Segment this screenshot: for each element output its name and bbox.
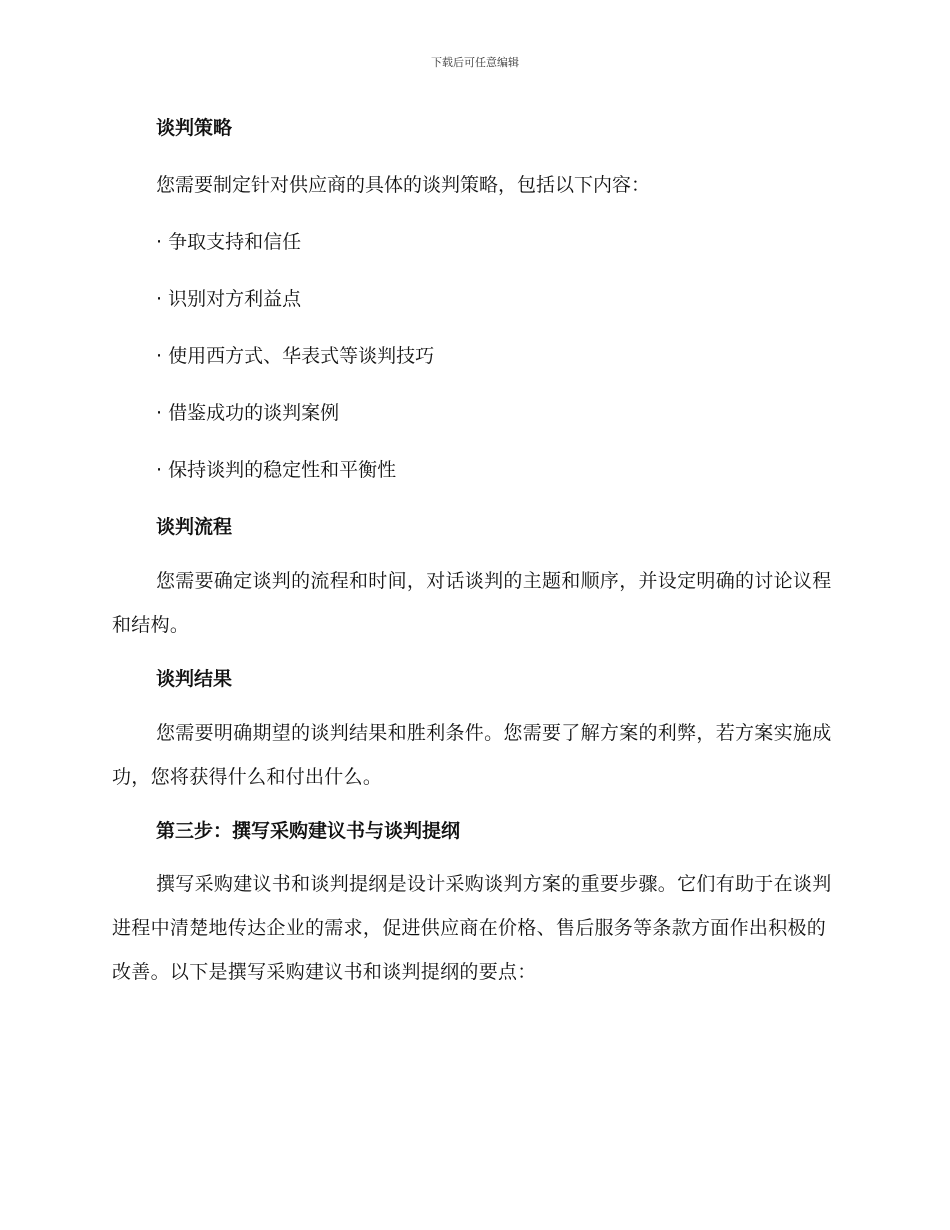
strategy-bullet-2: · 识别对方利益点 [156, 288, 302, 310]
heading-strategy: 谈判策略 [156, 117, 233, 139]
result-paragraph: 您需要明确期望的谈判结果和胜利条件。您需要了解方案的利弊，若方案实施成功，您将获得什么和付出什么。 [112, 722, 832, 788]
document-body [112, 110, 832, 994]
strategy-bullet-3: · 使用西方式、华表式等谈判技巧 [156, 345, 435, 367]
strategy-intro: 您需要制定针对供应商的具体的谈判策略，包括以下内容： [156, 174, 651, 196]
strategy-bullet-1: · 争取支持和信任 [156, 231, 302, 253]
step-three-paragraph: 撰写采购建议书和谈判提纲是设计采购谈判方案的重要步骤。它们有助于在谈判进程中清楚地传达企业的需求，促进供应商在价格、售后服务等条款方面作出积极的改善。以下是撰写采购建议书和谈判提纲的要点： [112, 873, 832, 983]
process-paragraph: 您需要确定谈判的流程和时间，对话谈判的主题和顺序，并设定明确的讨论议程和结构。 [112, 570, 832, 636]
page-header: 下载后可任意编辑 [431, 56, 519, 69]
strategy-bullet-5: · 保持谈判的稳定性和平衡性 [156, 459, 397, 481]
heading-step-three: 第三步：撰写采购建议书与谈判提纲 [156, 820, 461, 842]
strategy-bullet-4: · 借鉴成功的谈判案例 [156, 402, 340, 424]
heading-process: 谈判流程 [156, 516, 233, 538]
heading-result: 谈判结果 [156, 668, 233, 690]
